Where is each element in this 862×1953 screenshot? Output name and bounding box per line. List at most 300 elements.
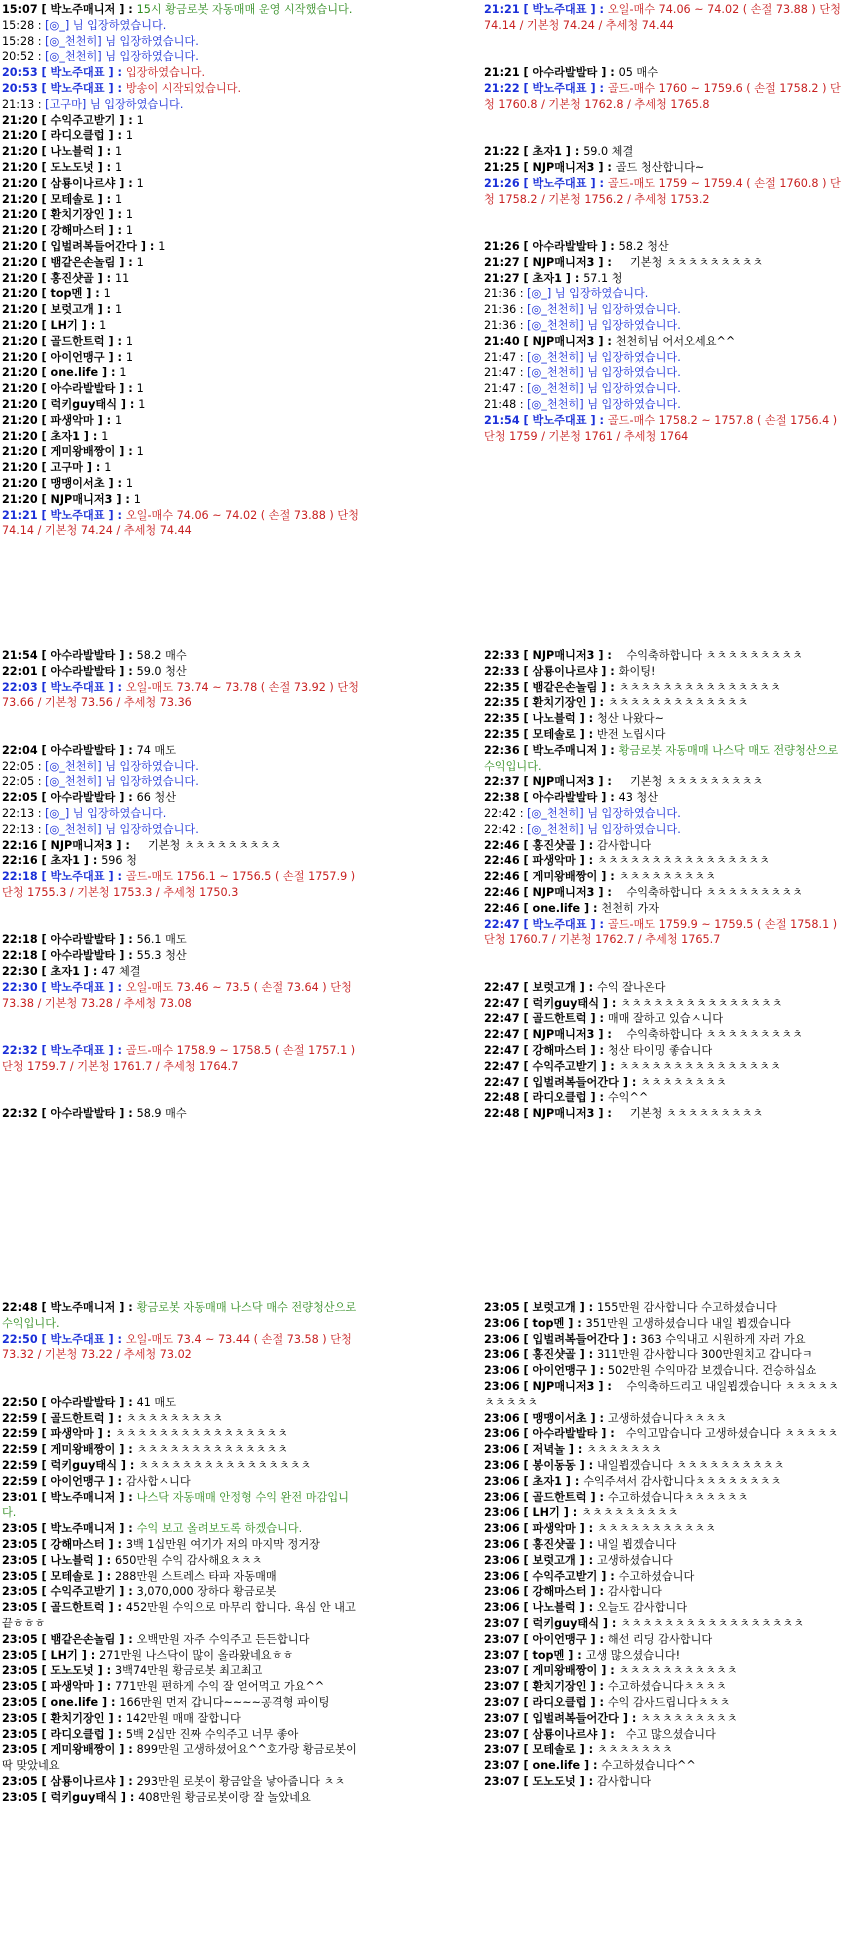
message-text: 수익^^ — [607, 1091, 649, 1105]
chat-message — [2, 1537, 362, 1553]
message-header: 22:18 [ 박노주대표 ] : — [2, 870, 126, 884]
chat-message — [2, 508, 362, 540]
message-header: 21:20 [ 환치기장인 ] : — [2, 208, 126, 222]
chat-message — [2, 1553, 362, 1569]
chat-message — [2, 476, 362, 492]
message-header: 21:20 [ 초자1 ] : — [2, 429, 102, 443]
message-header: 22:47 [ 강해마스터 ] : — [484, 1043, 608, 1057]
message-header: 22:13 : — [2, 806, 46, 820]
message-text: 수익 보고 올려보도록 하겠습니다. — [136, 1522, 303, 1536]
message-header: 21:26 [ 박노주대표 ] : — [484, 176, 608, 190]
message-header: 23:05 [ LH기 ] : — [2, 1648, 100, 1662]
blank-line — [484, 128, 844, 144]
chat-message — [2, 1695, 362, 1711]
message-text: ㅊㅊㅊㅊㅊㅊㅊㅊㅊㅊㅊㅊㅊㅊㅊㅊ — [597, 854, 770, 868]
message-text: ㅊㅊㅊㅊㅊㅊㅊㅊㅊㅊㅊ — [597, 1522, 716, 1536]
chat-message — [2, 176, 362, 192]
message-text: 천천히 가자 — [601, 901, 659, 915]
message-text: 수익축하합니다 ㅊㅊㅊㅊㅊㅊㅊㅊㅊ — [615, 885, 803, 899]
message-text: 천천히님 어서오세요^^ — [615, 334, 736, 348]
message-text: 56.1 매도 — [136, 933, 187, 947]
message-text: 363 수익내고 시원하게 자러 가요 — [640, 1332, 806, 1346]
message-header: 22:05 : — [2, 759, 46, 773]
chat-message — [2, 1600, 362, 1632]
chat-message — [484, 664, 844, 680]
message-text: ㅊㅊㅊㅊㅊㅊㅊㅊㅊㅊㅊㅊㅊㅊㅊㅊ — [115, 1427, 288, 1441]
message-header: 23:06 [ 나노블럭 ] : — [484, 1601, 598, 1615]
message-header: 23:07 [ one.life ] : — [484, 1759, 602, 1773]
chat-message — [484, 81, 844, 113]
chat-message — [484, 1316, 844, 1332]
message-text: 1 — [104, 461, 112, 475]
message-text: 기본청 ㅊㅊㅊㅊㅊㅊㅊㅊㅊ — [133, 838, 282, 852]
message-header: 23:07 [ top멘 ] : — [484, 1648, 586, 1662]
message-header: 22:47 [ 럭키guy태식 ] : — [484, 996, 621, 1010]
chat-message — [484, 1663, 844, 1679]
message-text: [◎_천천히] 님 입장하였습니다. — [45, 34, 199, 48]
message-text: 오일-매도 73.46 ~ 73.5 ( 손절 73.64 ) 단청 73.38 / 기본청 73.28 / 추세청 73.08 — [2, 980, 356, 1010]
chat-message — [2, 334, 362, 350]
message-text: ㅊㅊㅊㅊㅊㅊㅊㅊㅊㅊㅊㅊㅊㅊ — [136, 1443, 288, 1457]
message-text: 1 — [158, 239, 166, 253]
chat-message — [484, 1632, 844, 1648]
message-header: 23:07 [ 입벌려복들어간다 ] : — [484, 1711, 641, 1725]
message-text: 1 — [136, 176, 144, 190]
message-text: 고생하셨습니다ㅊㅊㅊㅊ — [607, 1411, 727, 1425]
message-header: 15:28 : — [2, 18, 46, 32]
message-text: 1 — [103, 287, 111, 301]
message-text: ㅊㅊㅊㅊㅊㅊㅊㅊㅊ — [581, 1506, 679, 1520]
message-text: 내일 뵙겠습니다 — [597, 1537, 677, 1551]
message-text: 수익 잘나온다 — [597, 980, 666, 994]
chat-message — [484, 144, 844, 160]
panel-mid-right — [484, 648, 844, 1204]
message-header: 22:04 [ 아수라발발타 ] : — [2, 743, 137, 757]
chat-message — [484, 869, 844, 885]
message-header: 21:20 [ LH기 ] : — [2, 318, 100, 332]
chat-message — [484, 271, 844, 287]
message-text: 1 — [125, 350, 133, 364]
message-header: 21:22 [ 박노주대표 ] : — [484, 81, 608, 95]
message-text: 3,070,000 장하다 황금로봇 — [136, 1585, 277, 1599]
message-header: 21:27 [ 초자1 ] : — [484, 271, 584, 285]
message-text: [◎_천천히] 님 입장하였습니다. — [527, 318, 681, 332]
message-text: 기본청 ㅊㅊㅊㅊㅊㅊㅊㅊㅊ — [615, 1107, 764, 1121]
chat-message — [2, 365, 362, 381]
chat-message — [2, 869, 362, 901]
chat-message — [484, 350, 844, 366]
message-header: 23:07 [ 라디오클럽 ] : — [484, 1695, 608, 1709]
message-header: 21:20 [ 보럿고개 ] : — [2, 303, 116, 317]
message-header: 23:06 [ 아수라발발타 ] : — [484, 1427, 619, 1441]
chat-message — [484, 318, 844, 334]
message-header: 21:36 : — [484, 303, 528, 317]
message-header: 23:07 [ 도노도넛 ] : — [484, 1774, 598, 1788]
message-text: 나스닥 자동매매 안정형 수익 완전 마감입니다. — [2, 1490, 349, 1520]
message-header: 21:20 [ 아수라발발타 ] : — [2, 382, 137, 396]
message-header: 23:06 [ top멘 ] : — [484, 1316, 586, 1330]
message-header: 21:36 : — [484, 318, 528, 332]
chat-message — [2, 1632, 362, 1648]
chat-message — [2, 1490, 362, 1522]
chat-message — [484, 727, 844, 743]
message-header: 22:46 [ 게미왕배짱이 ] : — [484, 870, 619, 884]
chat-message — [484, 1426, 844, 1442]
message-text: 수익고맙습니다 고생하셨습니다 ㅊㅊㅊㅊㅊ — [618, 1427, 839, 1441]
message-text: 58.9 매수 — [136, 1107, 187, 1121]
message-header: 23:05 [ 모테솔로 ] : — [2, 1569, 116, 1583]
message-text: 59.0 청산 — [136, 664, 187, 678]
chat-message — [2, 1300, 362, 1332]
message-text: ㅊㅊㅊㅊㅊㅊㅊㅊㅊ — [125, 1411, 224, 1425]
chat-message — [484, 1648, 844, 1664]
message-header: 21:21 [ 박노주대표 ] : — [2, 508, 126, 522]
chat-message — [2, 948, 362, 964]
message-text: ㅊㅊㅊㅊㅊㅊㅊㅊㅊ — [618, 870, 716, 884]
message-header: 21:21 [ 아수라발발타 ] : — [484, 66, 619, 80]
message-text: 수익축하합니다 ㅊㅊㅊㅊㅊㅊㅊㅊㅊ — [615, 1028, 803, 1042]
message-header: 23:07 [ 아이언맹구 ] : — [484, 1632, 608, 1646]
chat-message — [484, 1584, 844, 1600]
chat-message — [2, 1521, 362, 1537]
message-text: [◎_] 님 입장하였습니다. — [45, 806, 167, 820]
chat-message — [2, 1332, 362, 1364]
message-text: ㅊㅊㅊㅊㅊㅊㅊㅊㅊㅊㅊㅊㅊㅊㅊ — [620, 996, 783, 1010]
chat-message — [484, 1300, 844, 1316]
message-text: 수익축하합니다 ㅊㅊㅊㅊㅊㅊㅊㅊㅊ — [615, 649, 803, 662]
message-header: 23:01 [ 박노주매니저 ] : — [2, 1490, 137, 1504]
message-header: 22:47 [ 수익주고받기 ] : — [484, 1059, 619, 1073]
chat-message — [484, 365, 844, 381]
message-text: 57.1 청 — [583, 271, 623, 285]
chat-message — [2, 18, 362, 34]
blank-line — [2, 711, 362, 727]
chat-message — [484, 1379, 844, 1411]
message-header: 22:59 [ 럭키guy태식 ] : — [2, 1458, 139, 1472]
message-text: 1 — [136, 113, 144, 127]
message-text: 11 — [115, 271, 130, 285]
message-header: 23:05 [ 골드한트럭 ] : — [2, 1601, 126, 1615]
chat-message — [2, 1790, 362, 1806]
message-text: 3백74만원 황금로봇 최고최고 — [115, 1664, 263, 1678]
chat-message — [2, 128, 362, 144]
message-text: 1 — [136, 445, 144, 459]
message-header: 22:50 [ 박노주대표 ] : — [2, 1332, 126, 1346]
message-text: 오일-매수 74.06 ~ 74.02 ( 손절 73.88 ) 단청 74.14 / 기본청 74.24 / 추세청 74.44 — [484, 3, 845, 32]
message-text: 293만원 로봇이 황금알을 낳아줍니다 ㅊㅊ — [136, 1774, 346, 1788]
message-header: 23:06 [ 초자1 ] : — [484, 1474, 584, 1488]
panel-bottom-left — [2, 1300, 362, 1950]
message-text: ㅊㅊㅊㅊㅊㅊㅊ — [586, 1443, 662, 1457]
message-text: 청산 나왔다~ — [597, 712, 664, 726]
message-header: 22:46 [ NJP매니저3 ] : — [484, 885, 616, 899]
message-text: 기본청 ㅊㅊㅊㅊㅊㅊㅊㅊㅊ — [615, 255, 764, 269]
message-header: 21:20 [ NJP매니저3 ] : — [2, 492, 134, 506]
message-header: 23:06 [ 강해마스터 ] : — [484, 1585, 608, 1599]
chat-message — [2, 932, 362, 948]
chat-message — [484, 917, 844, 949]
chat-message — [484, 790, 844, 806]
message-header: 23:05 [ 럭키guy태식 ] : — [2, 1790, 139, 1804]
message-header: 23:05 [ 박노주매니저 ] : — [2, 1522, 137, 1536]
message-text: 골드-매수 1760 ~ 1759.6 ( 손절 1758.2 ) 단청 1760.8 / 기본청 1762.8 / 추세청 1765.8 — [484, 81, 841, 111]
message-text: 1 — [138, 397, 146, 411]
message-header: 22:32 [ 아수라발발타 ] : — [2, 1107, 137, 1121]
message-header: 23:06 [ 골드한트럭 ] : — [484, 1490, 608, 1504]
message-header: 22:50 [ 아수라발발타 ] : — [2, 1395, 137, 1409]
message-text: 596 청 — [101, 854, 137, 868]
message-header: 23:05 [ 강해마스터 ] : — [2, 1537, 126, 1551]
message-header: 23:07 [ 모테솔로 ] : — [484, 1743, 598, 1757]
message-header: 22:42 : — [484, 806, 528, 820]
chat-message — [484, 239, 844, 255]
message-header: 22:16 [ 초자1 ] : — [2, 854, 102, 868]
message-text: ㅊㅊㅊㅊㅊㅊㅊ — [597, 1743, 673, 1757]
message-header: 23:05 [ 게미왕배짱이 ] : — [2, 1743, 137, 1757]
message-text: 감사합ㅅ니다 — [125, 1474, 191, 1488]
message-text: [◎_천천히] 님 입장하였습니다. — [527, 397, 681, 411]
message-header: 22:47 [ 박노주대표 ] : — [484, 917, 608, 931]
message-text: 3백 1십만원 여기가 저의 마지막 정거장 — [125, 1537, 320, 1551]
message-text: 수고 많으셨습니다 — [618, 1727, 716, 1741]
message-text: 1 — [125, 334, 133, 348]
message-text: 452만원 수익으로 마무리 합니다. 욕심 안 내고 끝ㅎㅎㅎ — [2, 1601, 360, 1630]
message-header: 22:46 [ one.life ] : — [484, 901, 602, 915]
chat-message — [484, 1742, 844, 1758]
message-header: 22:36 [ 박노주매니저 ] : — [484, 743, 619, 757]
message-text: 골드-매도 1756.1 ~ 1756.5 ( 손절 1757.9 ) 단청 1755.3 / 기본청 1753.3 / 추세청 1750.3 — [2, 870, 359, 899]
message-text: 1 — [136, 382, 144, 396]
message-header: 23:05 [ 삼룡이나르샤 ] : — [2, 1774, 137, 1788]
message-header: 22:48 [ NJP매니저3 ] : — [484, 1107, 616, 1121]
chat-message — [484, 743, 844, 775]
chat-message — [484, 1727, 844, 1743]
blank-line — [2, 1379, 362, 1395]
message-text: 408만원 황금로봇이랑 잘 놀았네요 — [138, 1790, 311, 1804]
chat-message — [2, 397, 362, 413]
message-header: 20:53 [ 박노주대표 ] : — [2, 66, 126, 80]
chat-message — [484, 1774, 844, 1790]
message-header: 23:06 [ 입벌려복들어간다 ] : — [484, 1332, 641, 1346]
message-header: 22:16 [ NJP매니저3 ] : — [2, 838, 134, 852]
chat-message — [2, 1569, 362, 1585]
message-text: 골드 청산합니다~ — [615, 160, 705, 174]
message-text: [◎_천천히] 님 입장하였습니다. — [45, 759, 199, 773]
chat-message — [484, 1758, 844, 1774]
message-header: 22:18 [ 아수라발발타 ] : — [2, 949, 137, 963]
chat-message — [2, 964, 362, 980]
message-text: [◎_] 님 입장하였습니다. — [527, 287, 649, 301]
message-header: 23:05 [ 환치기장인 ] : — [2, 1711, 126, 1725]
chat-message — [2, 1727, 362, 1743]
chat-message — [2, 980, 362, 1012]
chat-message — [484, 65, 844, 81]
chat-message — [484, 1332, 844, 1348]
message-header: 21:20 [ 럭키guy태식 ] : — [2, 397, 139, 411]
chat-message — [484, 774, 844, 790]
message-text: 771만원 편하게 수익 잘 얻어먹고 가요^^ — [115, 1680, 325, 1694]
message-header: 23:05 [ 보럿고개 ] : — [484, 1301, 598, 1314]
message-text: ㅊㅊㅊㅊㅊㅊㅊㅊㅊ — [640, 1711, 738, 1725]
chat-message — [2, 381, 362, 397]
message-header: 21:27 [ NJP매니저3 ] : — [484, 255, 616, 269]
message-header: 15:28 : — [2, 34, 46, 48]
message-header: 21:20 [ one.life ] : — [2, 366, 120, 380]
chat-message — [484, 1679, 844, 1695]
chat-message — [484, 711, 844, 727]
chat-message — [484, 1695, 844, 1711]
message-text: 수고하셨습니다ㅊㅊㅊㅊㅊㅊ — [607, 1490, 749, 1504]
message-header: 21:47 : — [484, 366, 528, 380]
message-header: 21:25 [ NJP매니저3 ] : — [484, 160, 616, 174]
panel-mid-left — [2, 648, 362, 1204]
chat-message — [2, 648, 362, 664]
message-text: 수익주셔서 감사합니다ㅊㅊㅊㅊㅊㅊㅊㅊ — [583, 1474, 782, 1488]
chat-message — [484, 1106, 844, 1122]
message-text: [고구마] 님 입장하였습니다. — [45, 97, 184, 111]
message-header: 22:33 [ 삼룡이나르샤 ] : — [484, 664, 619, 678]
message-header: 21:20 [ 뱀같은손놀림 ] : — [2, 255, 137, 269]
message-text: 수고하셨습니다 — [618, 1569, 695, 1583]
chat-message — [2, 34, 362, 50]
message-header: 21:36 : — [484, 287, 528, 301]
message-header: 21:20 [ top멘 ] : — [2, 287, 104, 301]
message-text: 43 청산 — [618, 791, 659, 805]
message-header: 22:47 [ 골드한트럭 ] : — [484, 1012, 608, 1026]
chat-message — [484, 996, 844, 1012]
chat-message — [484, 381, 844, 397]
message-text: 수익축하드리고 내일뵙겠습니다 ㅊㅊㅊㅊㅊㅊㅊㅊㅊㅊ — [484, 1379, 839, 1409]
message-text: 반전 노립시다 — [597, 727, 666, 741]
message-text: [◎_천천히] 님 입장하였습니다. — [527, 350, 681, 364]
message-text: 오일-매수 74.06 ~ 74.02 ( 손절 73.88 ) 단청 74.14 / 기본청 74.24 / 추세청 74.44 — [2, 508, 363, 538]
message-text: ㅊㅊㅊㅊㅊㅊㅊㅊㅊㅊㅊㅊㅊㅊㅊ — [618, 680, 781, 694]
chat-message — [484, 176, 844, 208]
message-header: 23:05 [ 나노블럭 ] : — [2, 1553, 116, 1567]
message-header: 22:01 [ 아수라발발타 ] : — [2, 664, 137, 678]
chat-message — [2, 350, 362, 366]
blank-line — [2, 901, 362, 917]
message-header: 23:05 [ 파생악마 ] : — [2, 1680, 116, 1694]
message-text: 수고하셨습니다^^ — [601, 1759, 696, 1773]
message-header: 21:20 [ 모테솔로 ] : — [2, 192, 116, 206]
message-text: 288만원 스트레스 타파 자동매매 — [115, 1569, 277, 1583]
message-text: 고생 많으셨습니다! — [585, 1648, 681, 1662]
chat-message — [484, 680, 844, 696]
message-text: 502만원 수익마감 보겠습니다. 건승하십쇼 — [607, 1364, 817, 1378]
chat-message — [2, 255, 362, 271]
chat-message — [484, 302, 844, 318]
panel-top-right — [484, 2, 844, 544]
message-header: 23:06 [ 저녁놀 ] : — [484, 1443, 587, 1457]
message-text: 1 — [125, 129, 133, 143]
message-header: 22:35 [ 나노블럭 ] : — [484, 712, 598, 726]
chat-message — [484, 1711, 844, 1727]
message-text: 오늘도 감사합니다 — [597, 1601, 688, 1615]
message-header: 21:20 [ 게미왕배짱이 ] : — [2, 445, 137, 459]
blank-line — [2, 1011, 362, 1027]
message-text: 15시 황금로봇 자동매매 운영 시작했습니다. — [136, 3, 353, 16]
chat-message — [484, 1347, 844, 1363]
message-text: 66 청산 — [136, 791, 177, 805]
message-header: 21:20 [ 고구마 ] : — [2, 461, 105, 475]
chat-message — [2, 1774, 362, 1790]
chat-message — [2, 790, 362, 806]
message-header: 23:06 [ 수익주고받기 ] : — [484, 1569, 619, 1583]
message-text: ㅊㅊㅊㅊㅊㅊㅊㅊ — [640, 1075, 727, 1089]
chat-message — [484, 1600, 844, 1616]
chat-message — [484, 1442, 844, 1458]
chat-message — [484, 1075, 844, 1091]
chat-message — [2, 853, 362, 869]
chat-message — [484, 413, 844, 445]
message-text: 오일-매도 73.74 ~ 73.78 ( 손절 73.92 ) 단청 73.66 / 기본청 73.56 / 추세청 73.36 — [2, 680, 363, 710]
chat-message — [2, 1458, 362, 1474]
blank-line — [484, 49, 844, 65]
message-header: 22:47 [ 입벌려복들어간다 ] : — [484, 1075, 641, 1089]
message-header: 23:05 [ 라디오클럽 ] : — [2, 1727, 126, 1741]
chat-message — [2, 1442, 362, 1458]
message-text: 감사합니다 — [597, 1774, 652, 1788]
message-header: 21:47 : — [484, 382, 528, 396]
message-text: 1 — [99, 318, 107, 332]
message-header: 21:26 [ 아수라발발타 ] : — [484, 239, 619, 253]
chat-message — [2, 1648, 362, 1664]
chat-message — [484, 1011, 844, 1027]
message-text: [◎_천천히] 님 입장하였습니다. — [45, 822, 199, 836]
panel-bottom-right — [484, 1300, 844, 1950]
message-header: 22:38 [ 아수라발발타 ] : — [484, 791, 619, 805]
message-header: 23:05 [ 도노도넛 ] : — [2, 1664, 116, 1678]
message-text: 59.0 체결 — [583, 145, 634, 159]
message-header: 23:06 [ 아이언맹구 ] : — [484, 1364, 608, 1378]
message-header: 21:20 [ 강해마스터 ] : — [2, 224, 126, 238]
message-text: 1 — [101, 429, 109, 443]
chat-message — [484, 838, 844, 854]
chat-message — [484, 1411, 844, 1427]
chat-message — [484, 1569, 844, 1585]
message-header: 22:05 : — [2, 775, 46, 789]
chat-message — [2, 806, 362, 822]
chat-message — [484, 695, 844, 711]
message-header: 23:07 [ 럭키guy태식 ] : — [484, 1616, 621, 1630]
message-text: 1 — [125, 208, 133, 222]
message-text: 골드-매도 1759.9 ~ 1759.5 ( 손절 1758.1 ) 단청 1760.7 / 기본청 1762.7 / 추세청 1765.7 — [484, 917, 841, 947]
chat-message — [2, 65, 362, 81]
message-text: 내일뵙겠습니다 ㅊㅊㅊㅊㅊㅊㅊㅊㅊㅊ — [597, 1458, 785, 1472]
chat-message — [484, 1521, 844, 1537]
chat-message — [484, 1090, 844, 1106]
message-header: 21:54 [ 박노주대표 ] : — [484, 413, 608, 427]
chat-message — [2, 318, 362, 334]
message-text: 899만원 고생하셨어요^^호가랑 황금로봇이 딱 맞았네요 — [2, 1743, 361, 1773]
message-text: 황금로봇 자동매매 나스닥 매도 전량청산으로 수익입니다. — [484, 743, 842, 773]
chat-message — [2, 1043, 362, 1075]
message-header: 22:35 [ 모테솔로 ] : — [484, 727, 598, 741]
message-text: 1 — [133, 492, 141, 506]
message-text: 650만원 수익 감사해요ㅊㅊㅊ — [115, 1553, 263, 1567]
blank-line — [2, 1090, 362, 1106]
message-header: 15:07 [ 박노주매니저 ] : — [2, 3, 137, 16]
chat-message — [484, 334, 844, 350]
message-header: 23:06 [ LH기 ] : — [484, 1506, 582, 1520]
chat-message — [2, 1106, 362, 1122]
chat-message — [2, 2, 362, 18]
message-header: 23:07 [ 환치기장인 ] : — [484, 1680, 608, 1694]
message-header: 21:20 [ 맹맹이서초 ] : — [2, 476, 126, 490]
message-text: 고생하셨습니다 — [597, 1553, 673, 1567]
message-header: 21:40 [ NJP매니저3 ] : — [484, 334, 616, 348]
